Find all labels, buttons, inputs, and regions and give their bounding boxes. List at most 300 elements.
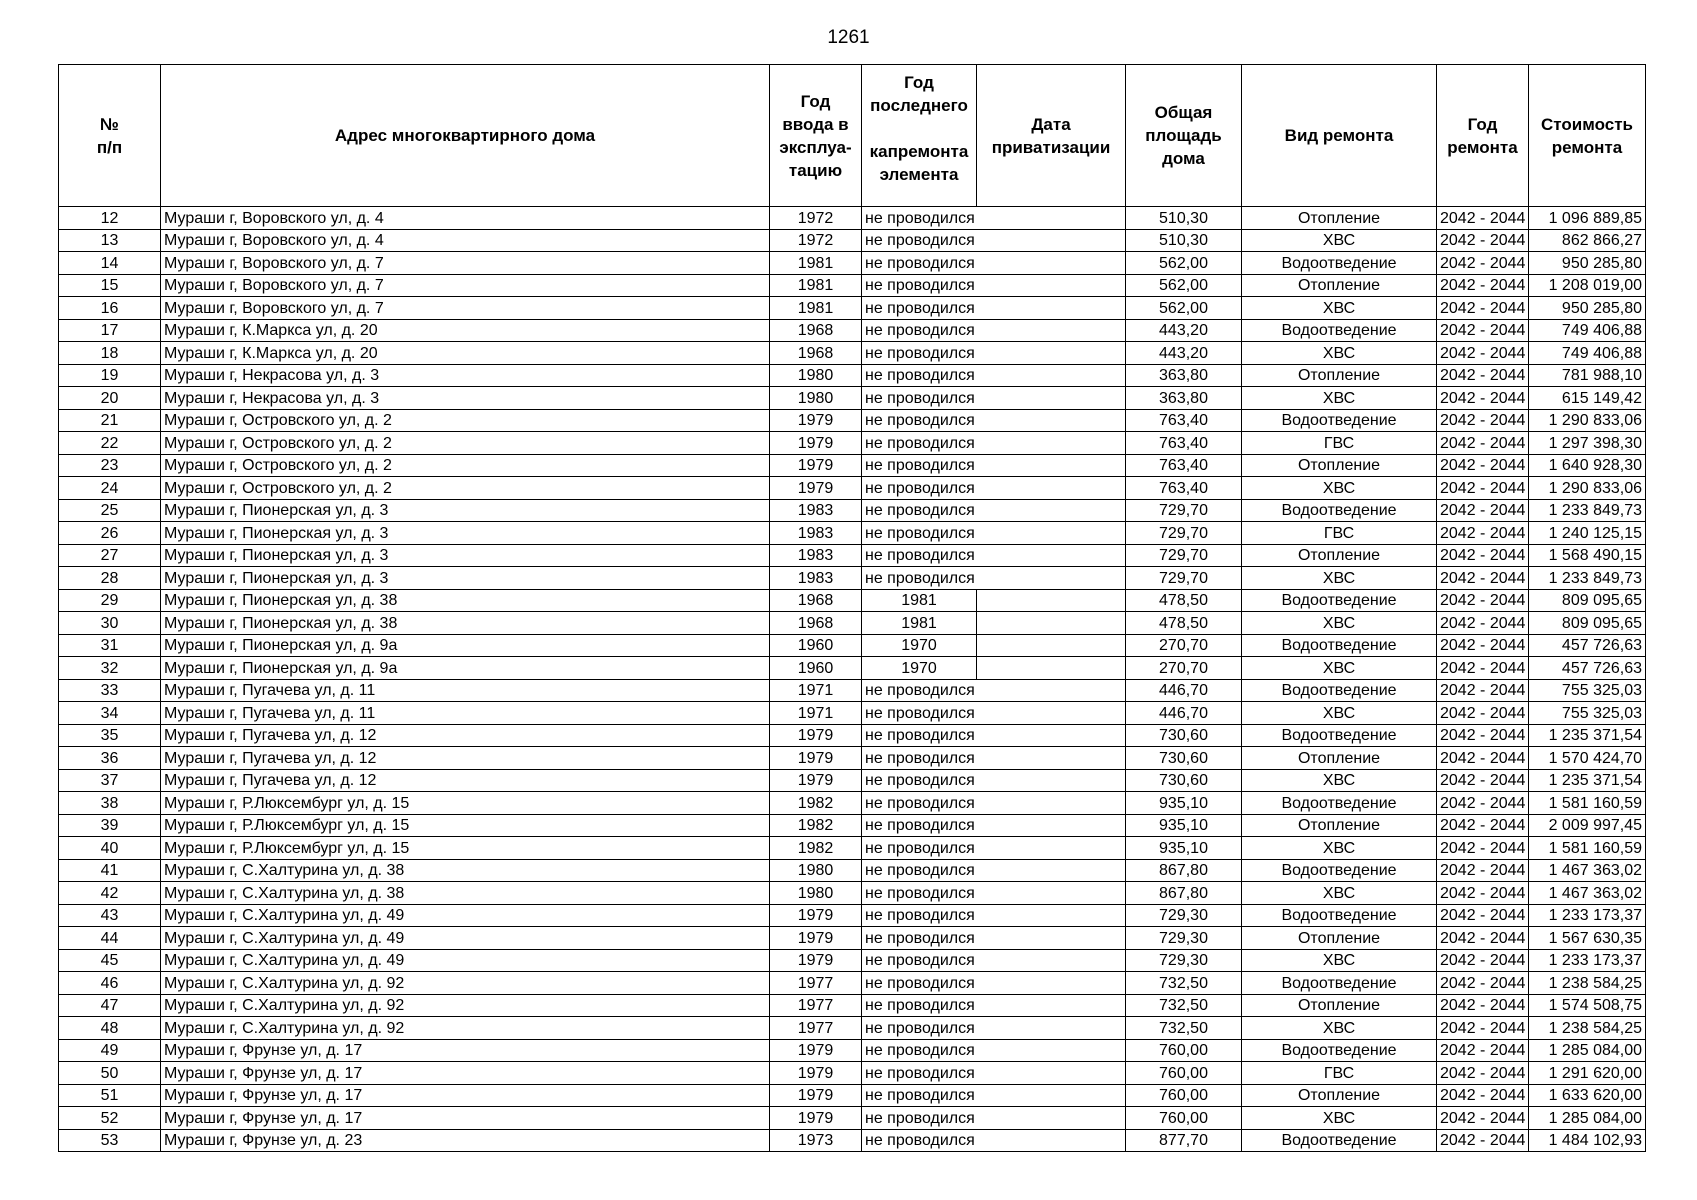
cell-year-last: не проводился [862, 342, 977, 365]
cell-repair-type: Отопление [1242, 994, 1437, 1017]
cell-repair-year: 2042 - 2044 [1437, 252, 1529, 275]
table-row [59, 319, 1646, 342]
cell-repair-year: 2042 - 2044 [1437, 904, 1529, 927]
cell-year-last: не проводился [862, 319, 977, 342]
cell-address: Мураши г, Пугачева ул, д. 12 [161, 769, 770, 792]
cell-year-last: не проводился [862, 252, 977, 275]
cell-address: Мураши г, Фрунзе ул, д. 23 [161, 1129, 770, 1152]
cell-address: Мураши г, Пионерская ул, д. 9а [161, 634, 770, 657]
cell-num: 15 [59, 274, 161, 297]
cell-year-last: 1970 [862, 657, 977, 680]
cell-cost: 1 570 424,70 [1529, 747, 1646, 770]
table-row [59, 229, 1646, 252]
cell-repair-type: Водоотведение [1242, 724, 1437, 747]
header-year-in: Год ввода в эксплуа- тацию [770, 65, 862, 207]
cell-num: 49 [59, 1039, 161, 1062]
cell-address: Мураши г, Пугачева ул, д. 12 [161, 747, 770, 770]
cell-cost: 1 208 019,00 [1529, 274, 1646, 297]
table-row [59, 1017, 1646, 1040]
table-row [59, 1039, 1646, 1062]
cell-address: Мураши г, Некрасова ул, д. 3 [161, 364, 770, 387]
cell-year-in: 1979 [770, 769, 862, 792]
cell-year-in: 1968 [770, 342, 862, 365]
cell-area: 763,40 [1126, 409, 1242, 432]
cell-cost: 1 233 173,37 [1529, 949, 1646, 972]
cell-cost: 809 095,65 [1529, 589, 1646, 612]
cell-repair-year: 2042 - 2044 [1437, 859, 1529, 882]
cell-repair-year: 2042 - 2044 [1437, 747, 1529, 770]
cell-repair-year: 2042 - 2044 [1437, 612, 1529, 635]
cell-address: Мураши г, С.Халтурина ул, д. 38 [161, 882, 770, 905]
cell-repair-year: 2042 - 2044 [1437, 409, 1529, 432]
cell-year-last: не проводился [862, 387, 977, 410]
cell-area: 729,30 [1126, 927, 1242, 950]
cell-num: 34 [59, 702, 161, 725]
cell-year-in: 1983 [770, 522, 862, 545]
cell-num: 19 [59, 364, 161, 387]
cell-address: Мураши г, Р.Люксембург ул, д. 15 [161, 792, 770, 815]
cell-address: Мураши г, Фрунзе ул, д. 17 [161, 1039, 770, 1062]
header-address: Адрес многоквартирного дома [161, 65, 770, 207]
cell-cost: 1 233 173,37 [1529, 904, 1646, 927]
cell-year-in: 1977 [770, 1017, 862, 1040]
cell-year-in: 1968 [770, 319, 862, 342]
cell-cost: 781 988,10 [1529, 364, 1646, 387]
header-row [59, 65, 1646, 207]
cell-address: Мураши г, Пионерская ул, д. 3 [161, 499, 770, 522]
table-row [59, 387, 1646, 410]
cell-num: 28 [59, 567, 161, 590]
cell-repair-type: ХВС [1242, 1107, 1437, 1130]
cell-year-last: не проводился [862, 994, 977, 1017]
cell-privatization [977, 1084, 1126, 1107]
cell-area: 877,70 [1126, 1129, 1242, 1152]
cell-num: 23 [59, 454, 161, 477]
cell-year-in: 1972 [770, 207, 862, 230]
cell-repair-type: ХВС [1242, 769, 1437, 792]
cell-area: 763,40 [1126, 432, 1242, 455]
cell-area: 763,40 [1126, 477, 1242, 500]
cell-cost: 1 484 102,93 [1529, 1129, 1646, 1152]
table-row [59, 814, 1646, 837]
cell-privatization [977, 319, 1126, 342]
cell-num: 42 [59, 882, 161, 905]
cell-area: 270,70 [1126, 634, 1242, 657]
cell-privatization [977, 1017, 1126, 1040]
cell-area: 729,70 [1126, 522, 1242, 545]
cell-cost: 1 581 160,59 [1529, 837, 1646, 860]
cell-address: Мураши г, Пионерская ул, д. 3 [161, 544, 770, 567]
cell-num: 41 [59, 859, 161, 882]
cell-repair-year: 2042 - 2044 [1437, 1039, 1529, 1062]
cell-year-in: 1982 [770, 837, 862, 860]
cell-cost: 1 096 889,85 [1529, 207, 1646, 230]
cell-year-in: 1979 [770, 1084, 862, 1107]
table-row [59, 657, 1646, 680]
cell-area: 867,80 [1126, 882, 1242, 905]
cell-area: 763,40 [1126, 454, 1242, 477]
cell-repair-type: Отопление [1242, 814, 1437, 837]
cell-area: 730,60 [1126, 724, 1242, 747]
cell-repair-year: 2042 - 2044 [1437, 927, 1529, 950]
cell-area: 270,70 [1126, 657, 1242, 680]
cell-cost: 1 238 584,25 [1529, 1017, 1646, 1040]
cell-year-in: 1979 [770, 1039, 862, 1062]
cell-year-last: не проводился [862, 297, 977, 320]
cell-cost: 615 149,42 [1529, 387, 1646, 410]
cell-repair-year: 2042 - 2044 [1437, 207, 1529, 230]
cell-cost: 749 406,88 [1529, 319, 1646, 342]
cell-cost: 1 640 928,30 [1529, 454, 1646, 477]
cell-repair-type: ХВС [1242, 1017, 1437, 1040]
table-row [59, 499, 1646, 522]
cell-repair-type: ХВС [1242, 297, 1437, 320]
cell-year-last: не проводился [862, 522, 977, 545]
cell-cost: 1 290 833,06 [1529, 409, 1646, 432]
table-row [59, 927, 1646, 950]
cell-num: 52 [59, 1107, 161, 1130]
cell-repair-type: Отопление [1242, 364, 1437, 387]
cell-area: 760,00 [1126, 1107, 1242, 1130]
cell-privatization [977, 814, 1126, 837]
cell-year-in: 1981 [770, 274, 862, 297]
cell-cost: 457 726,63 [1529, 657, 1646, 680]
cell-privatization [977, 702, 1126, 725]
cell-repair-type: ХВС [1242, 387, 1437, 410]
cell-year-in: 1979 [770, 409, 862, 432]
cell-repair-type: ХВС [1242, 229, 1437, 252]
cell-repair-year: 2042 - 2044 [1437, 702, 1529, 725]
cell-repair-year: 2042 - 2044 [1437, 769, 1529, 792]
cell-num: 45 [59, 949, 161, 972]
cell-area: 510,30 [1126, 207, 1242, 230]
cell-cost: 862 866,27 [1529, 229, 1646, 252]
cell-repair-year: 2042 - 2044 [1437, 319, 1529, 342]
cell-year-in: 1979 [770, 747, 862, 770]
table-row [59, 454, 1646, 477]
cell-area: 760,00 [1126, 1084, 1242, 1107]
cell-year-in: 1983 [770, 499, 862, 522]
table-row [59, 1084, 1646, 1107]
cell-cost: 1 633 620,00 [1529, 1084, 1646, 1107]
cell-num: 24 [59, 477, 161, 500]
cell-year-last: не проводился [862, 1017, 977, 1040]
cell-address: Мураши г, С.Халтурина ул, д. 49 [161, 904, 770, 927]
cell-repair-type: Отопление [1242, 274, 1437, 297]
cell-repair-type: ХВС [1242, 882, 1437, 905]
cell-year-in: 1960 [770, 657, 862, 680]
cell-repair-year: 2042 - 2044 [1437, 522, 1529, 545]
cell-cost: 1 291 620,00 [1529, 1062, 1646, 1085]
cell-repair-year: 2042 - 2044 [1437, 1084, 1529, 1107]
cell-repair-type: Отопление [1242, 1084, 1437, 1107]
cell-year-in: 1980 [770, 387, 862, 410]
cell-repair-type: Отопление [1242, 454, 1437, 477]
cell-cost: 1 581 160,59 [1529, 792, 1646, 815]
table-row [59, 409, 1646, 432]
cell-repair-year: 2042 - 2044 [1437, 679, 1529, 702]
cell-year-in: 1971 [770, 702, 862, 725]
cell-address: Мураши г, Пугачева ул, д. 12 [161, 724, 770, 747]
cell-privatization [977, 477, 1126, 500]
cell-year-last: не проводился [862, 409, 977, 432]
cell-year-last: не проводился [862, 837, 977, 860]
cell-address: Мураши г, Пугачева ул, д. 11 [161, 679, 770, 702]
cell-area: 935,10 [1126, 792, 1242, 815]
table-row [59, 769, 1646, 792]
table-row [59, 747, 1646, 770]
cell-repair-year: 2042 - 2044 [1437, 274, 1529, 297]
cell-area: 562,00 [1126, 297, 1242, 320]
cell-privatization [977, 364, 1126, 387]
header-repair-type: Вид ремонта [1242, 65, 1437, 207]
cell-year-last: не проводился [862, 702, 977, 725]
cell-privatization [977, 747, 1126, 770]
cell-cost: 457 726,63 [1529, 634, 1646, 657]
cell-year-last: не проводился [862, 769, 977, 792]
table-row [59, 859, 1646, 882]
cell-address: Мураши г, Фрунзе ул, д. 17 [161, 1084, 770, 1107]
cell-privatization [977, 409, 1126, 432]
cell-year-last: не проводился [862, 207, 977, 230]
cell-area: 760,00 [1126, 1062, 1242, 1085]
cell-year-in: 1968 [770, 589, 862, 612]
cell-address: Мураши г, Р.Люксембург ул, д. 15 [161, 837, 770, 860]
cell-address: Мураши г, Некрасова ул, д. 3 [161, 387, 770, 410]
cell-privatization [977, 387, 1126, 410]
table-row [59, 634, 1646, 657]
table-row [59, 612, 1646, 635]
cell-repair-type: Водоотведение [1242, 679, 1437, 702]
cell-area: 363,80 [1126, 364, 1242, 387]
cell-repair-type: Водоотведение [1242, 1039, 1437, 1062]
cell-address: Мураши г, Воровского ул, д. 4 [161, 229, 770, 252]
cell-area: 732,50 [1126, 994, 1242, 1017]
page-number: 1261 [827, 27, 870, 48]
cell-num: 26 [59, 522, 161, 545]
cell-privatization [977, 882, 1126, 905]
cell-repair-year: 2042 - 2044 [1437, 297, 1529, 320]
cell-year-last: не проводился [862, 544, 977, 567]
cell-year-in: 1973 [770, 1129, 862, 1152]
cell-year-last: не проводился [862, 1039, 977, 1062]
cell-repair-type: ХВС [1242, 342, 1437, 365]
header-privatization: Дата приватизации [977, 65, 1126, 207]
cell-year-in: 1981 [770, 252, 862, 275]
cell-year-last: не проводился [862, 679, 977, 702]
cell-address: Мураши г, Воровского ул, д. 7 [161, 252, 770, 275]
cell-year-last: не проводился [862, 499, 977, 522]
cell-num: 37 [59, 769, 161, 792]
table-row [59, 342, 1646, 365]
cell-address: Мураши г, Пионерская ул, д. 3 [161, 522, 770, 545]
cell-privatization [977, 1039, 1126, 1062]
cell-repair-type: ГВС [1242, 432, 1437, 455]
cell-address: Мураши г, Воровского ул, д. 7 [161, 297, 770, 320]
cell-privatization [977, 454, 1126, 477]
cell-address: Мураши г, С.Халтурина ул, д. 92 [161, 994, 770, 1017]
cell-area: 446,70 [1126, 702, 1242, 725]
cell-year-in: 1979 [770, 1062, 862, 1085]
cell-cost: 950 285,80 [1529, 252, 1646, 275]
cell-repair-type: Водоотведение [1242, 972, 1437, 995]
cell-num: 16 [59, 297, 161, 320]
cell-area: 478,50 [1126, 612, 1242, 635]
cell-cost: 1 240 125,15 [1529, 522, 1646, 545]
cell-area: 729,30 [1126, 949, 1242, 972]
cell-address: Мураши г, К.Маркса ул, д. 20 [161, 319, 770, 342]
cell-year-in: 1971 [770, 679, 862, 702]
table-row [59, 567, 1646, 590]
cell-cost: 1 567 630,35 [1529, 927, 1646, 950]
cell-repair-type: ХВС [1242, 612, 1437, 635]
table-row [59, 207, 1646, 230]
cell-repair-type: Водоотведение [1242, 859, 1437, 882]
cell-privatization [977, 769, 1126, 792]
cell-num: 46 [59, 972, 161, 995]
cell-year-last: не проводился [862, 747, 977, 770]
cell-area: 729,30 [1126, 904, 1242, 927]
cell-num: 44 [59, 927, 161, 950]
cell-privatization [977, 972, 1126, 995]
cell-year-last: не проводился [862, 949, 977, 972]
cell-privatization [977, 657, 1126, 680]
cell-num: 25 [59, 499, 161, 522]
table-row [59, 994, 1646, 1017]
cell-area: 510,30 [1126, 229, 1242, 252]
table-row [59, 1129, 1646, 1152]
cell-year-in: 1977 [770, 994, 862, 1017]
cell-cost: 1 235 371,54 [1529, 769, 1646, 792]
cell-year-last: не проводился [862, 724, 977, 747]
cell-address: Мураши г, С.Халтурина ул, д. 38 [161, 859, 770, 882]
table-row [59, 477, 1646, 500]
cell-repair-type: Водоотведение [1242, 634, 1437, 657]
cell-repair-type: ХВС [1242, 702, 1437, 725]
cell-year-last: не проводился [862, 229, 977, 252]
cell-privatization [977, 837, 1126, 860]
cell-year-in: 1968 [770, 612, 862, 635]
cell-cost: 1 285 084,00 [1529, 1107, 1646, 1130]
cell-cost: 1 235 371,54 [1529, 724, 1646, 747]
cell-area: 363,80 [1126, 387, 1242, 410]
table-row [59, 364, 1646, 387]
cell-cost: 1 467 363,02 [1529, 882, 1646, 905]
cell-year-in: 1982 [770, 792, 862, 815]
cell-repair-year: 2042 - 2044 [1437, 1017, 1529, 1040]
cell-address: Мураши г, С.Халтурина ул, д. 92 [161, 1017, 770, 1040]
cell-address: Мураши г, К.Маркса ул, д. 20 [161, 342, 770, 365]
cell-repair-year: 2042 - 2044 [1437, 814, 1529, 837]
cell-repair-year: 2042 - 2044 [1437, 1107, 1529, 1130]
cell-cost: 1 285 084,00 [1529, 1039, 1646, 1062]
table-row [59, 792, 1646, 815]
cell-privatization [977, 1107, 1126, 1130]
cell-cost: 809 095,65 [1529, 612, 1646, 635]
cell-repair-type: ГВС [1242, 522, 1437, 545]
cell-repair-year: 2042 - 2044 [1437, 499, 1529, 522]
cell-repair-type: Водоотведение [1242, 409, 1437, 432]
cell-repair-type: ХВС [1242, 657, 1437, 680]
cell-repair-year: 2042 - 2044 [1437, 724, 1529, 747]
cell-repair-type: Отопление [1242, 747, 1437, 770]
header-area: Общая площадь дома [1126, 65, 1242, 207]
cell-year-last: не проводился [862, 274, 977, 297]
cell-area: 935,10 [1126, 837, 1242, 860]
cell-privatization [977, 589, 1126, 612]
cell-area: 562,00 [1126, 252, 1242, 275]
cell-repair-year: 2042 - 2044 [1437, 882, 1529, 905]
cell-repair-year: 2042 - 2044 [1437, 544, 1529, 567]
cell-address: Мураши г, Островского ул, д. 2 [161, 432, 770, 455]
cell-area: 730,60 [1126, 747, 1242, 770]
cell-num: 48 [59, 1017, 161, 1040]
cell-repair-year: 2042 - 2044 [1437, 364, 1529, 387]
cell-address: Мураши г, Воровского ул, д. 4 [161, 207, 770, 230]
cell-repair-type: Водоотведение [1242, 589, 1437, 612]
cell-num: 39 [59, 814, 161, 837]
cell-year-last: 1981 [862, 589, 977, 612]
table-row [59, 252, 1646, 275]
cell-year-in: 1982 [770, 814, 862, 837]
cell-num: 35 [59, 724, 161, 747]
cell-privatization [977, 679, 1126, 702]
cell-repair-year: 2042 - 2044 [1437, 229, 1529, 252]
cell-repair-year: 2042 - 2044 [1437, 477, 1529, 500]
cell-area: 443,20 [1126, 342, 1242, 365]
cell-privatization [977, 994, 1126, 1017]
cell-repair-type: Отопление [1242, 207, 1437, 230]
cell-repair-type: Отопление [1242, 927, 1437, 950]
cell-cost: 1 297 398,30 [1529, 432, 1646, 455]
cell-num: 14 [59, 252, 161, 275]
cell-area: 867,80 [1126, 859, 1242, 882]
cell-repair-year: 2042 - 2044 [1437, 432, 1529, 455]
cell-num: 40 [59, 837, 161, 860]
cell-area: 935,10 [1126, 814, 1242, 837]
cell-cost: 1 568 490,15 [1529, 544, 1646, 567]
repair-table [58, 64, 1646, 1152]
table-body [59, 207, 1646, 1152]
cell-repair-type: ХВС [1242, 567, 1437, 590]
cell-num: 21 [59, 409, 161, 432]
cell-year-in: 1979 [770, 949, 862, 972]
cell-num: 33 [59, 679, 161, 702]
cell-num: 29 [59, 589, 161, 612]
cell-address: Мураши г, Р.Люксембург ул, д. 15 [161, 814, 770, 837]
cell-area: 732,50 [1126, 1017, 1242, 1040]
cell-year-in: 1980 [770, 364, 862, 387]
cell-num: 27 [59, 544, 161, 567]
cell-repair-year: 2042 - 2044 [1437, 994, 1529, 1017]
cell-year-last: не проводился [862, 1062, 977, 1085]
cell-area: 446,70 [1126, 679, 1242, 702]
cell-area: 730,60 [1126, 769, 1242, 792]
cell-area: 478,50 [1126, 589, 1242, 612]
cell-address: Мураши г, Островского ул, д. 2 [161, 409, 770, 432]
cell-privatization [977, 927, 1126, 950]
cell-year-last: 1970 [862, 634, 977, 657]
cell-year-last: не проводился [862, 972, 977, 995]
table-row [59, 522, 1646, 545]
cell-area: 729,70 [1126, 499, 1242, 522]
cell-year-in: 1979 [770, 724, 862, 747]
cell-year-in: 1979 [770, 927, 862, 950]
cell-address: Мураши г, С.Халтурина ул, д. 92 [161, 972, 770, 995]
cell-repair-type: Водоотведение [1242, 252, 1437, 275]
cell-address: Мураши г, Пионерская ул, д. 3 [161, 567, 770, 590]
cell-year-last: не проводился [862, 364, 977, 387]
